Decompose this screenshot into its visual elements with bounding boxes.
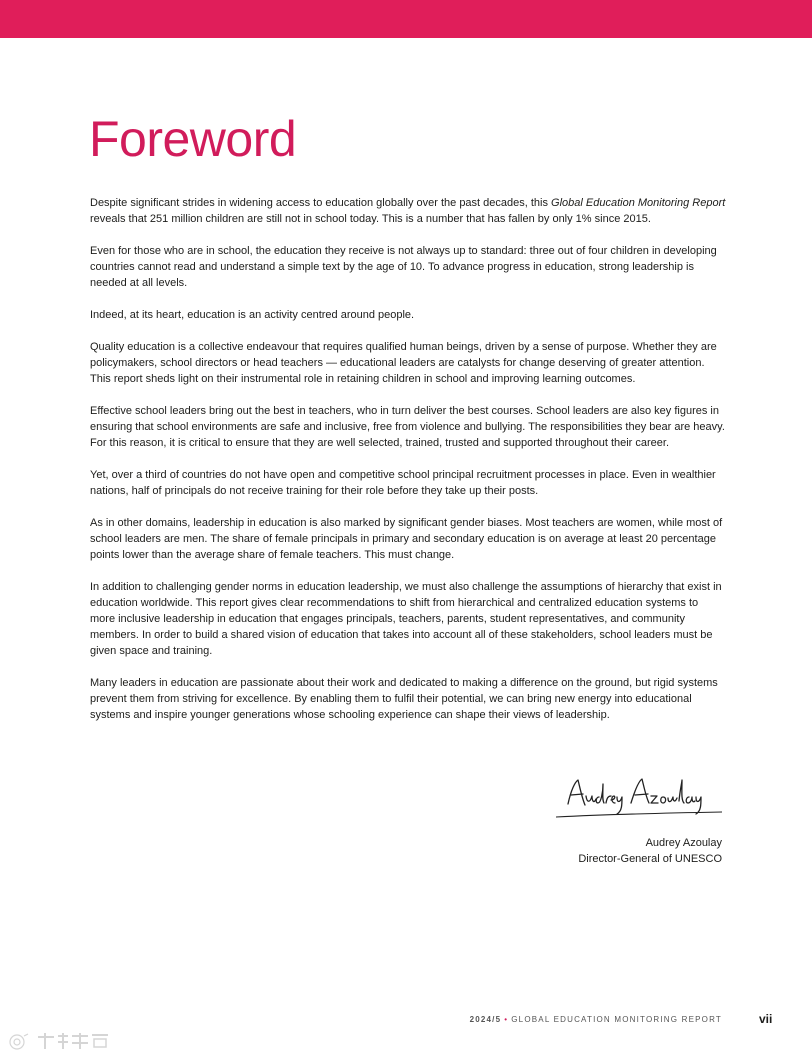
page-number: vii <box>759 1012 773 1026</box>
footer-separator-icon: • <box>504 1015 509 1024</box>
foreword-body <box>90 195 726 739</box>
paragraph-3: Indeed, at its heart, education is an activity centred around people. <box>90 309 415 321</box>
report-title-italic: Global Education Monitoring Report <box>551 197 726 209</box>
paragraph-5: Effective school leaders bring out the best in teachers, who in turn deliver the best courses. School leaders are also key figures in ensuring that school environments are safe and inclusive, free from violence and bullying. The responsibilities they bear are heavy. For this reason, it is critical to ensure that they are well selected, trained, trusted and supported throughout their career. <box>90 405 725 449</box>
paragraph-6: Yet, over a third of countries do not have open and competitive school principal recruitment processes in place. Even in wealthier nations, half of principals do not receive training for their role before they take up their posts. <box>90 469 716 497</box>
paragraph-1-start: Despite significant strides in widening access to education globally over the past decades, this <box>90 197 552 209</box>
paragraph-9: Many leaders in education are passionate about their work and dedicated to making a difference on the ground, but rigid systems prevent them from striving for excellence. By enabling them to fulfil their potential, we can bring new energy into educational systems and inspire younger generations whose schooling experience can shape their views of leadership. <box>90 677 718 721</box>
paragraph-2: Even for those who are in school, the education they receive is not always up to standard: three out of four children in developing countries cannot read and understand a simple text by the age of 10. To advance progress in education, strong leadership is needed at all levels. <box>90 245 717 289</box>
handwritten-signature-image <box>556 770 722 820</box>
paragraph-1 <box>90 195 726 227</box>
watermark-logo <box>8 1030 112 1054</box>
signatory-role: Director-General of UNESCO <box>578 853 722 865</box>
paragraph-8: In addition to challenging gender norms in education leadership, we must also challenge the assumptions of hierarchy that exist in education worldwide. This report gives clear recommendations to shift from hierarchical and centralized education systems to more inclusive leadership in education that engages principals, teachers, parents, student representatives, and community members. In order to build a shared vision of education that takes into account all of these stakeholders, school leaders must be given space and training. <box>90 581 722 657</box>
signatory-name: Audrey Azoulay <box>645 837 722 849</box>
paragraph-7: As in other domains, leadership in education is also marked by significant gender biases. Most teachers are women, while most of school leaders are men. The share of female principals in primary and secondary education is on average at least 20 percentage points lower than the average share of female teachers. This must change. <box>90 517 723 561</box>
paragraph-4: Quality education is a collective endeavour that requires qualified human beings, driven by a sense of purpose. Whether they are policymakers, school directors or head teachers — educational leaders are catalysts for change deserving of greater attention. This report sheds light on their instrumental role in retaining children in school and improving learning outcomes. <box>90 341 717 385</box>
signature-block <box>556 770 722 865</box>
running-footer <box>470 1015 722 1024</box>
top-color-band <box>0 0 812 38</box>
watermark-icon <box>8 1030 112 1054</box>
footer-report-name: GLOBAL EDUCATION MONITORING REPORT <box>511 1015 722 1024</box>
paragraph-1-end: reveals that 251 million children are still not in school today. This is a number that has fallen by only 1% since 2015. <box>90 213 651 225</box>
page-title: Foreword <box>89 111 297 167</box>
footer-edition: 2024/5 <box>469 1015 502 1024</box>
